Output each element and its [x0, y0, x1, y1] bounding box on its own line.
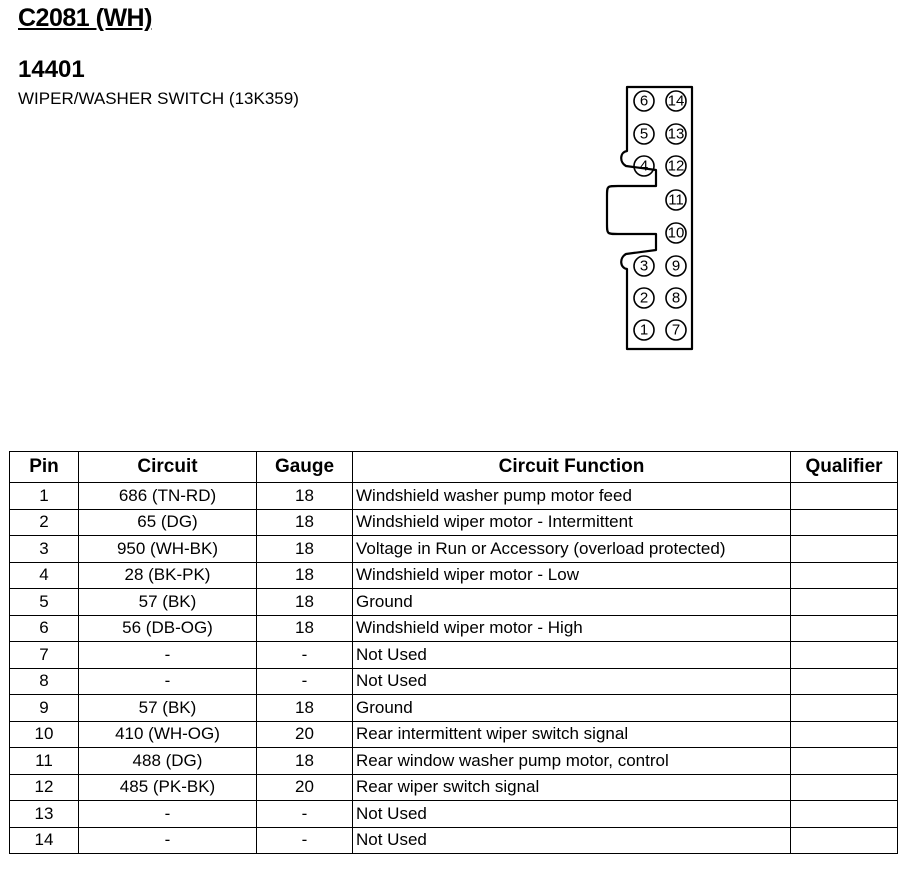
cell-circuit: - — [79, 827, 257, 854]
cell-gauge: 18 — [257, 562, 353, 589]
cell-qualifier — [791, 589, 898, 616]
table-row — [10, 827, 898, 854]
cell-gauge: 20 — [257, 774, 353, 801]
cell-circuit: 950 (WH-BK) — [79, 536, 257, 563]
cell-gauge: 18 — [257, 509, 353, 536]
pin-8-marker — [666, 288, 686, 308]
cell-pin: 13 — [10, 801, 79, 828]
table-row — [10, 536, 898, 563]
cell-pin: 7 — [10, 642, 79, 669]
cell-circuit: - — [79, 642, 257, 669]
cell-gauge: 18 — [257, 589, 353, 616]
cell-pin: 8 — [10, 668, 79, 695]
table-row — [10, 483, 898, 510]
cell-qualifier — [791, 483, 898, 510]
cell-qualifier — [791, 668, 898, 695]
cell-qualifier — [791, 642, 898, 669]
cell-function: Windshield wiper motor - High — [353, 615, 791, 642]
column-header-pin: Pin — [10, 452, 79, 483]
column-header-qualifier: Qualifier — [791, 452, 898, 483]
connector-id: C2081 (WH) — [18, 4, 152, 32]
cell-circuit: - — [79, 668, 257, 695]
cell-function: Windshield wiper motor - Intermittent — [353, 509, 791, 536]
pin-5-marker — [634, 124, 654, 144]
pin-6-marker — [634, 91, 654, 111]
cell-function: Not Used — [353, 827, 791, 854]
cell-pin: 1 — [10, 483, 79, 510]
pin-5-label: 5 — [639, 125, 649, 143]
pin-1-marker — [634, 320, 654, 340]
cell-gauge: - — [257, 642, 353, 669]
cell-function: Ground — [353, 695, 791, 722]
cell-function: Ground — [353, 589, 791, 616]
cell-gauge: 18 — [257, 483, 353, 510]
column-header-circuit: Circuit — [79, 452, 257, 483]
cell-pin: 3 — [10, 536, 79, 563]
table-row — [10, 774, 898, 801]
cell-qualifier — [791, 536, 898, 563]
cell-circuit: 57 (BK) — [79, 589, 257, 616]
table-row — [10, 748, 898, 775]
cell-qualifier — [791, 615, 898, 642]
table-row — [10, 721, 898, 748]
table-row — [10, 562, 898, 589]
cell-qualifier — [791, 721, 898, 748]
table-row — [10, 589, 898, 616]
cell-pin: 9 — [10, 695, 79, 722]
pin-11-marker — [666, 190, 686, 210]
cell-circuit: 28 (BK-PK) — [79, 562, 257, 589]
pin-10-label: 10 — [667, 224, 685, 242]
cell-gauge: 18 — [257, 695, 353, 722]
pin-3-marker — [634, 256, 654, 276]
cell-function: Windshield wiper motor - Low — [353, 562, 791, 589]
cell-pin: 6 — [10, 615, 79, 642]
pin-1-label: 1 — [639, 321, 649, 339]
cell-circuit: 485 (PK-BK) — [79, 774, 257, 801]
pin-6-label: 6 — [639, 92, 649, 110]
pin-8-label: 8 — [671, 289, 681, 307]
table-row — [10, 695, 898, 722]
cell-circuit: 57 (BK) — [79, 695, 257, 722]
pin-7-label: 7 — [671, 321, 681, 339]
cell-qualifier — [791, 827, 898, 854]
part-name: WIPER/WASHER SWITCH (13K359) — [18, 89, 299, 108]
cell-function: Not Used — [353, 668, 791, 695]
cell-function: Rear wiper switch signal — [353, 774, 791, 801]
pin-4-marker — [634, 156, 654, 176]
cell-qualifier — [791, 801, 898, 828]
pin-4-label: 4 — [639, 157, 649, 175]
pin-9-marker — [666, 256, 686, 276]
cell-circuit: 410 (WH-OG) — [79, 721, 257, 748]
table-row — [10, 509, 898, 536]
cell-pin: 12 — [10, 774, 79, 801]
table-row — [10, 642, 898, 669]
cell-gauge: - — [257, 801, 353, 828]
cell-pin: 4 — [10, 562, 79, 589]
table-row — [10, 615, 898, 642]
pin-13-label: 13 — [667, 125, 685, 143]
cell-function: Windshield washer pump motor feed — [353, 483, 791, 510]
cell-pin: 11 — [10, 748, 79, 775]
cell-gauge: 18 — [257, 615, 353, 642]
table-row — [10, 668, 898, 695]
cell-circuit: - — [79, 801, 257, 828]
pin-2-marker — [634, 288, 654, 308]
cell-gauge: - — [257, 827, 353, 854]
pin-12-label: 12 — [667, 157, 685, 175]
cell-pin: 2 — [10, 509, 79, 536]
pin-3-label: 3 — [639, 257, 649, 275]
cell-qualifier — [791, 774, 898, 801]
cell-circuit: 686 (TN-RD) — [79, 483, 257, 510]
cell-gauge: 18 — [257, 536, 353, 563]
pin-11-label: 11 — [668, 191, 684, 209]
cell-function: Not Used — [353, 642, 791, 669]
cell-function: Not Used — [353, 801, 791, 828]
cell-gauge: - — [257, 668, 353, 695]
cell-pin: 10 — [10, 721, 79, 748]
pin-13-marker — [666, 124, 686, 144]
pin-9-label: 9 — [671, 257, 681, 275]
cell-qualifier — [791, 695, 898, 722]
pin-7-marker — [666, 320, 686, 340]
cell-function: Rear window washer pump motor, control — [353, 748, 791, 775]
pin-14-label: 14 — [667, 92, 685, 110]
cell-qualifier — [791, 509, 898, 536]
part-number: 14401 — [18, 56, 85, 83]
cell-qualifier — [791, 562, 898, 589]
cell-pin: 5 — [10, 589, 79, 616]
pin-14-marker — [666, 91, 686, 111]
pin-10-marker — [666, 223, 686, 243]
table-row — [10, 801, 898, 828]
cell-circuit: 65 (DG) — [79, 509, 257, 536]
cell-qualifier — [791, 748, 898, 775]
connector-face-diagram — [600, 82, 700, 354]
cell-circuit: 488 (DG) — [79, 748, 257, 775]
column-header-circuit-function: Circuit Function — [353, 452, 791, 483]
column-header-gauge: Gauge — [257, 452, 353, 483]
cell-circuit: 56 (DB-OG) — [79, 615, 257, 642]
cell-pin: 14 — [10, 827, 79, 854]
table-header-row — [10, 452, 898, 483]
cell-function: Voltage in Run or Accessory (overload protected) — [353, 536, 791, 563]
cell-gauge: 18 — [257, 748, 353, 775]
cell-function: Rear intermittent wiper switch signal — [353, 721, 791, 748]
pin-12-marker — [666, 156, 686, 176]
pinout-table — [9, 451, 898, 854]
pin-2-label: 2 — [639, 289, 649, 307]
cell-gauge: 20 — [257, 721, 353, 748]
